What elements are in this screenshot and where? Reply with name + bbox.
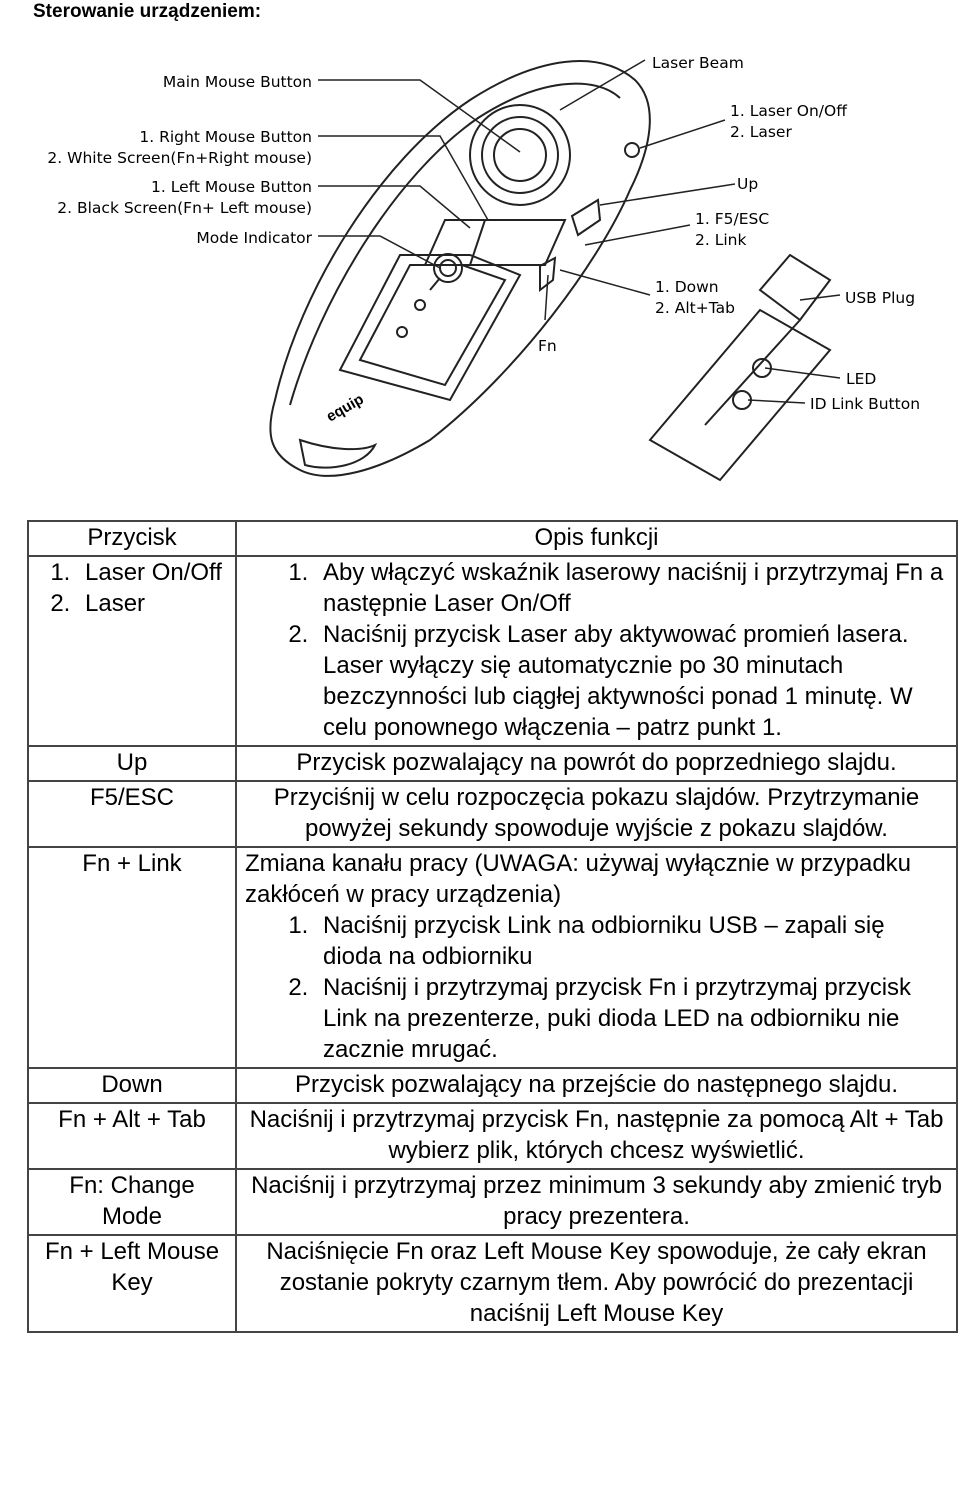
label-f5-1: 1. F5/ESC — [695, 210, 770, 228]
label-right-mouse-1: 1. Right Mouse Button — [139, 128, 312, 146]
table-header-row — [28, 521, 957, 556]
label-left-mouse-2: 2. Black Screen(Fn+ Left mouse) — [57, 199, 312, 217]
label-left-mouse-1: 1. Left Mouse Button — [151, 178, 312, 196]
table-row — [28, 746, 957, 781]
desc-cell — [236, 847, 957, 1068]
key-down: Down — [28, 1068, 236, 1103]
label-down-1: 1. Down — [655, 278, 719, 296]
page-heading: Sterowanie urządzeniem: — [33, 1, 262, 22]
key-laser: 2. Laser — [77, 588, 227, 619]
header-key: Przycisk — [28, 521, 236, 556]
label-fn: Fn — [538, 337, 557, 355]
label-up: Up — [737, 175, 759, 193]
key-fn-alt-tab: Fn + Alt + Tab — [28, 1103, 236, 1169]
label-usb-plug: USB Plug — [845, 289, 916, 307]
key-cell — [28, 556, 236, 746]
table-row — [28, 781, 957, 847]
table-row — [28, 1103, 957, 1169]
label-laser-2: 2. Laser — [730, 123, 792, 141]
desc-link-intro: Zmiana kanału pracy (UWAGA: używaj wyłącznie w przypadku zakłóceń w pracy urządzenia) — [245, 850, 912, 908]
label-main-mouse-button: Main Mouse Button — [162, 73, 312, 91]
device-diagram — [0, 40, 960, 490]
desc-fn-change-mode: Naciśnij i przytrzymaj przez minimum 3 sekundy aby zmienić tryb pracy prezentera. — [236, 1169, 957, 1235]
brand-logo-text: equip — [323, 390, 367, 426]
desc-down: Przycisk pozwalający na przejście do następnego slajdu. — [236, 1068, 957, 1103]
desc-link-step-1: 1. Naciśnij przycisk Link na odbiorniku USB – zapali się dioda na odbiorniku — [315, 910, 948, 972]
desc-laser-2: 2. Naciśnij przycisk Laser aby aktywować promień lasera. Laser wyłączy się automatycznie po 30 minutach bezczynności lub ciągłej aktywności ponad 1 minutę. W celu ponownego włączenia – patrz punkt 1. — [315, 619, 948, 743]
table-row — [28, 1235, 957, 1332]
key-f5esc: F5/ESC — [28, 781, 236, 847]
key-fn-change-mode: Fn: Change Mode — [28, 1169, 236, 1235]
key-up: Up — [28, 746, 236, 781]
label-id-link-button: ID Link Button — [810, 395, 921, 413]
desc-laser-1: 1. Aby włączyć wskaźnik laserowy naciśnij i przytrzymaj Fn a następnie Laser On/Off — [315, 557, 948, 619]
key-laser-onoff: 1. Laser On/Off — [77, 557, 227, 588]
label-f5-2: 2. Link — [695, 231, 747, 249]
desc-fn-left-mouse: Naciśnięcie Fn oraz Left Mouse Key spowoduje, że cały ekran zostanie pokryty czarnym tłem. Aby powrócić do prezentacji naciśnij Left Mouse Key — [236, 1235, 957, 1332]
presenter-illustration — [0, 40, 960, 490]
desc-cell — [236, 556, 957, 746]
label-led: LED — [846, 370, 877, 388]
desc-fn-alt-tab: Naciśnij i przytrzymaj przycisk Fn, następnie za pomocą Alt + Tab wybierz plik, których chcesz wyświetlić. — [236, 1103, 957, 1169]
desc-link-step-2: 2. Naciśnij i przytrzymaj przycisk Fn i przytrzymaj przycisk Link na prezenterze, puki dioda LED na odbiorniku nie zacznie mrugać. — [315, 972, 948, 1065]
desc-up: Przycisk pozwalający na powrót do poprzedniego slajdu. — [236, 746, 957, 781]
label-mode-indicator: Mode Indicator — [196, 229, 312, 247]
table-row — [28, 1169, 957, 1235]
label-laser-1: 1. Laser On/Off — [730, 102, 847, 120]
label-right-mouse-2: 2. White Screen(Fn+Right mouse) — [47, 149, 312, 167]
function-table — [27, 520, 958, 1333]
table-row — [28, 1068, 957, 1103]
header-desc: Opis funkcji — [236, 521, 957, 556]
key-fn-link: Fn + Link — [28, 847, 236, 1068]
label-down-2: 2. Alt+Tab — [655, 299, 735, 317]
desc-f5esc: Przyciśnij w celu rozpoczęcia pokazu slajdów. Przytrzymanie powyżej sekundy spowoduje wyjście z pokazu slajdów. — [236, 781, 957, 847]
table-row-link — [28, 847, 957, 1068]
key-fn-left-mouse: Fn + Left Mouse Key — [28, 1235, 236, 1332]
table-row-laser — [28, 556, 957, 746]
label-laser-beam: Laser Beam — [652, 54, 744, 72]
